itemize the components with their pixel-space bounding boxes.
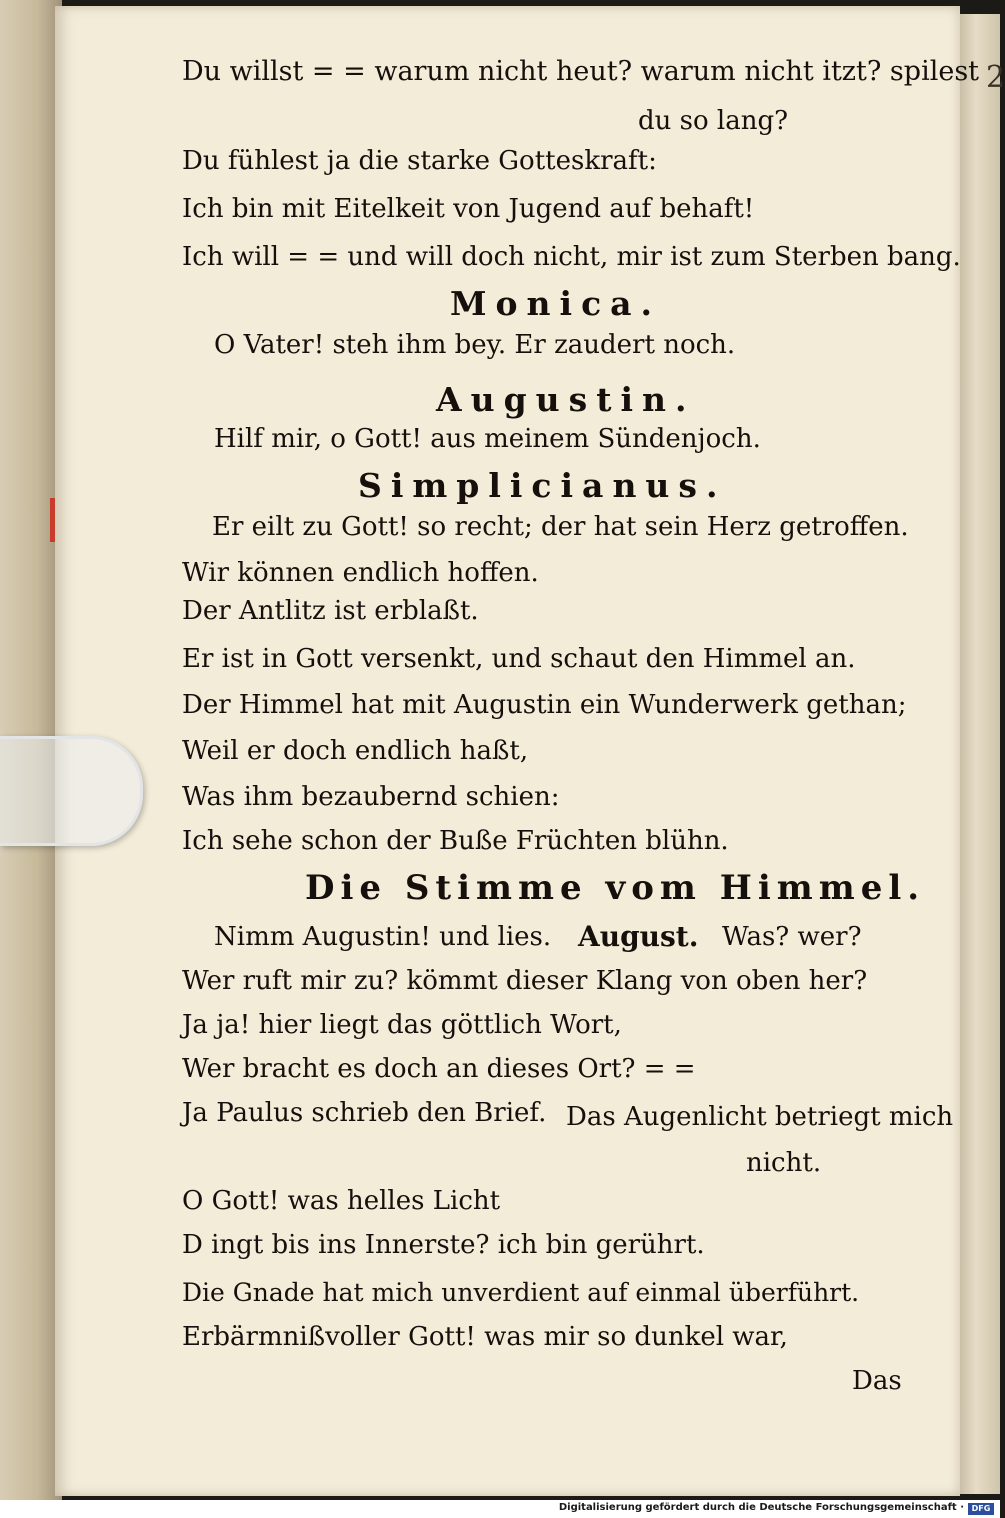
text-line: Der Antlitz ist erblaßt. — [182, 596, 479, 626]
text-line: Wer bracht es doch an dieses Ort? = = — [182, 1054, 696, 1084]
text-line: O Vater! steh ihm bey. Er zaudert noch. — [214, 330, 736, 360]
text-line: Hilf mir, o Gott! aus meinem Sündenjoch. — [214, 424, 761, 454]
text-line: Erbärmnißvoller Gott! was mir so dunkel war, — [182, 1322, 788, 1352]
speaker-heading: Monica. — [450, 284, 662, 323]
text-line: Weil er doch endlich haßt, — [182, 736, 529, 766]
text-line: Nimm Augustin! und lies. — [214, 922, 552, 952]
funding-credit: Digitalisierung gefördert durch die Deutsche Forschungsgemeinschaft · — [558, 1502, 964, 1513]
text-line: Was ihm bezaubernd schien: — [182, 782, 560, 812]
text-line: Du fühlest ja die starke Gotteskraft: — [182, 146, 657, 176]
text-line: Ja ja! hier liegt das göttlich Wort, — [182, 1010, 622, 1040]
text-line: Du willst = = warum nicht heut? warum nicht itzt? spilest — [182, 56, 980, 87]
inline-speaker: August. — [578, 920, 699, 953]
text-line: O Gott! was helles Licht — [182, 1186, 501, 1216]
speaker-heading: Die Stimme vom Himmel. — [305, 868, 926, 908]
text-line: Die Gnade hat mich unverdient auf einmal überführt. — [182, 1278, 860, 1307]
page-clip — [0, 736, 143, 846]
speaker-heading: Augustin. — [436, 380, 696, 419]
text-line: Was? wer? — [722, 922, 862, 952]
text-line: nicht. — [746, 1148, 822, 1178]
text-line: Ich will = = und will doch nicht, mir ist zum Sterben bang. — [182, 242, 961, 272]
text-line: Ich bin mit Eitelkeit von Jugend auf behaft! — [182, 194, 755, 224]
text-line: Ja Paulus schrieb den Brief. — [182, 1098, 547, 1128]
text-line: Er eilt zu Gott! so recht; der hat sein Herz getroffen. — [212, 512, 909, 542]
text-line: Der Himmel hat mit Augustin ein Wunderwerk gethan; — [182, 690, 907, 720]
text-line: Ich sehe schon der Buße Früchten blühn. — [182, 826, 729, 856]
next-page-glyph: 2 — [986, 60, 1005, 95]
text-line: Er ist in Gott versenkt, und schaut den Himmel an. — [182, 644, 856, 674]
footer-bar — [0, 1500, 1000, 1518]
text-line: Das Augenlicht betriegt mich — [566, 1102, 954, 1132]
text-line: Wer ruft mir zu? kömmt dieser Klang von oben her? — [182, 966, 868, 996]
text-line: D ingt bis ins Innerste? ich bin gerührt. — [182, 1230, 705, 1260]
text-line: Wir können endlich hoffen. — [182, 558, 539, 588]
speaker-heading: Simplicianus. — [358, 466, 727, 505]
text-line: du so lang? — [638, 106, 789, 136]
dfg-logo: DFG — [968, 1503, 994, 1515]
catchword: Das — [852, 1366, 902, 1396]
